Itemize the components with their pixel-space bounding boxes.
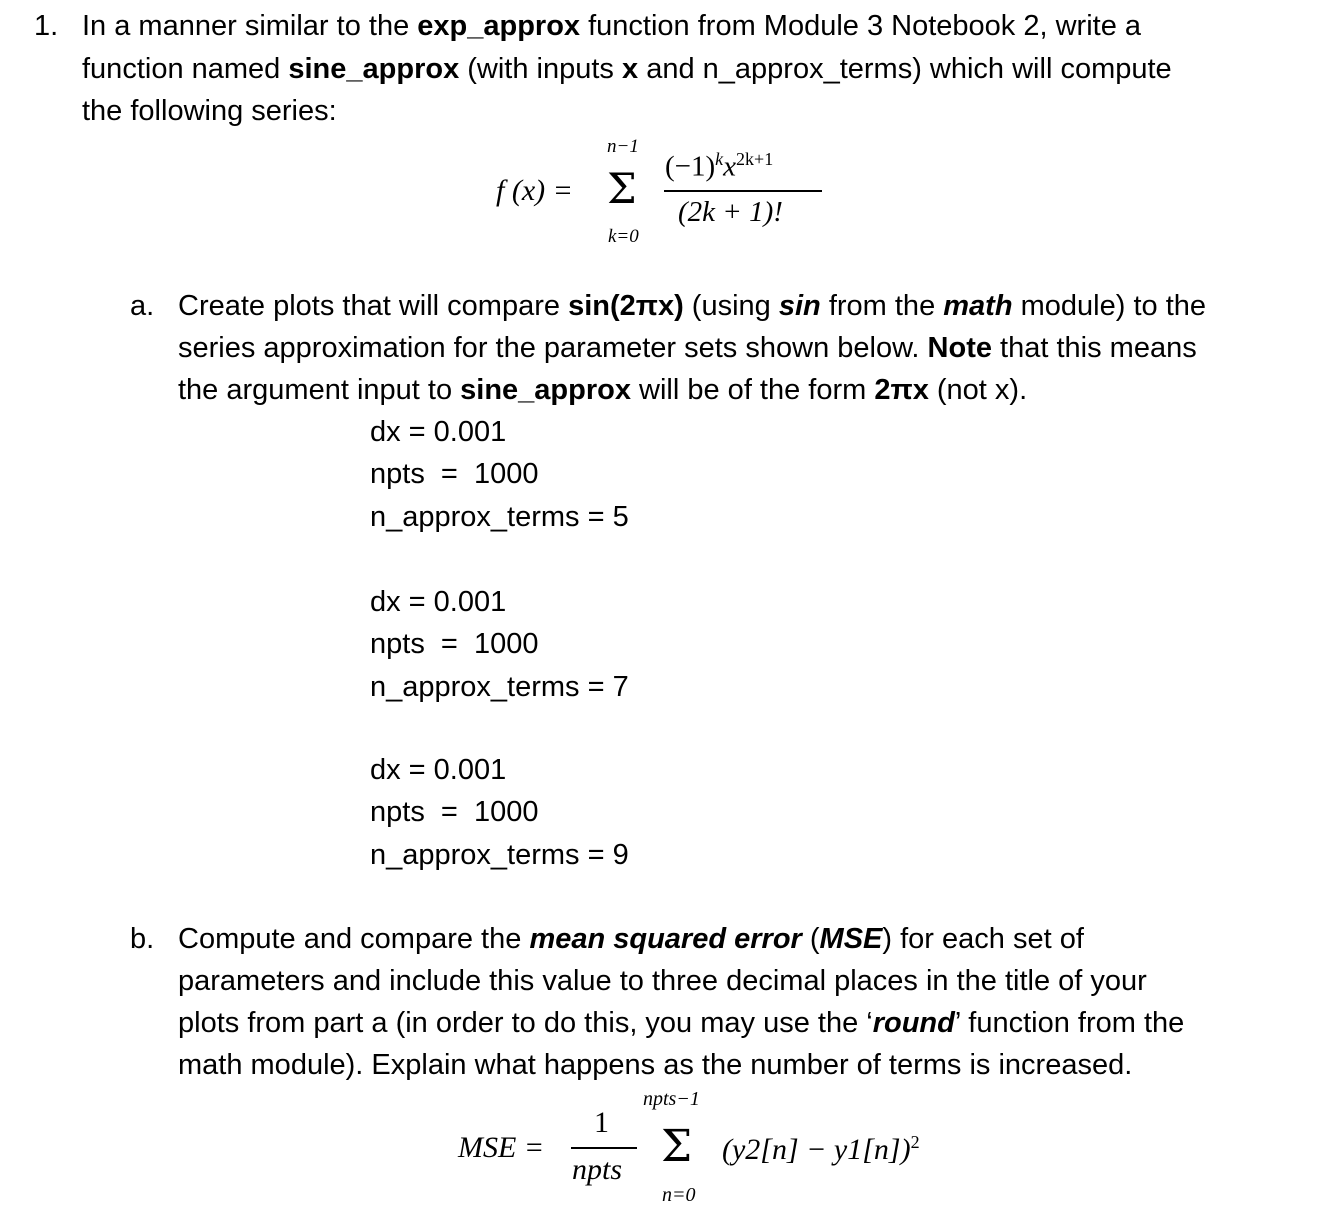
param-dx: dx = 0.001 <box>370 754 507 786</box>
mse-summand: $(y2[n] - y1[n])^2$ <box>722 1132 920 1166</box>
param-dx: dx = 0.001 <box>370 586 507 618</box>
part-b-line-4: math module). Explain what happens as the number of terms is increased. <box>178 1049 1133 1081</box>
mse-fraction-bar <box>571 1147 637 1149</box>
part-a-line-1: Create plots that will compare sin(2πx) (using sin from the math module) to the <box>178 290 1207 322</box>
series-fraction-bar <box>664 190 822 192</box>
series-upper-limit: n−1 <box>607 136 639 157</box>
intro-line-1: In a manner similar to the exp_approx function from Module 3 Notebook 2, write a <box>82 10 1142 42</box>
mse-fraction-denominator: npts <box>572 1153 623 1186</box>
param-terms: n_approx_terms = 5 <box>370 501 629 533</box>
series-lhs: f (x) = <box>496 174 573 207</box>
series-denominator: (2k + 1)! <box>678 196 783 228</box>
question-number: 1. <box>34 10 59 42</box>
mse-lower-limit: n=0 <box>662 1184 696 1206</box>
part-b-line-1: Compute and compare the mean squared error (MSE) for each set of <box>178 923 1084 955</box>
mse-upper-limit: npts−1 <box>643 1088 700 1110</box>
part-b-label: b. <box>130 923 155 955</box>
param-dx: dx = 0.001 <box>370 416 507 448</box>
part-a-label: a. <box>130 290 155 322</box>
part-a-line-3: the argument input to sine_approx will be of the form 2πx (not x). <box>178 374 1028 406</box>
mse-fraction-numerator: 1 <box>594 1106 609 1139</box>
param-npts: npts = 1000 <box>370 628 539 660</box>
mse-sigma-symbol: Σ <box>661 1121 693 1172</box>
param-terms: n_approx_terms = 7 <box>370 671 629 703</box>
param-npts: npts = 1000 <box>370 458 539 490</box>
part-b-line-3: plots from part a (in order to do this, you may use the ‘round’ function from the <box>178 1007 1185 1039</box>
part-b-line-2: parameters and include this value to three decimal places in the title of your <box>178 965 1147 997</box>
sigma-symbol: Σ <box>607 164 637 213</box>
mse-lhs: MSE = <box>458 1131 545 1164</box>
series-lower-limit: k=0 <box>608 226 639 247</box>
param-terms: n_approx_terms = 9 <box>370 839 629 871</box>
intro-line-2: function named sine_approx (with inputs x and n_approx_terms) which will compute <box>82 53 1172 85</box>
param-npts: npts = 1000 <box>370 796 539 828</box>
part-a-line-2: series approximation for the parameter sets shown below. Note that this means <box>178 332 1197 364</box>
intro-line-3: the following series: <box>82 95 337 127</box>
series-numerator: $(-1)^kx^{2k+1}$ <box>665 149 774 183</box>
